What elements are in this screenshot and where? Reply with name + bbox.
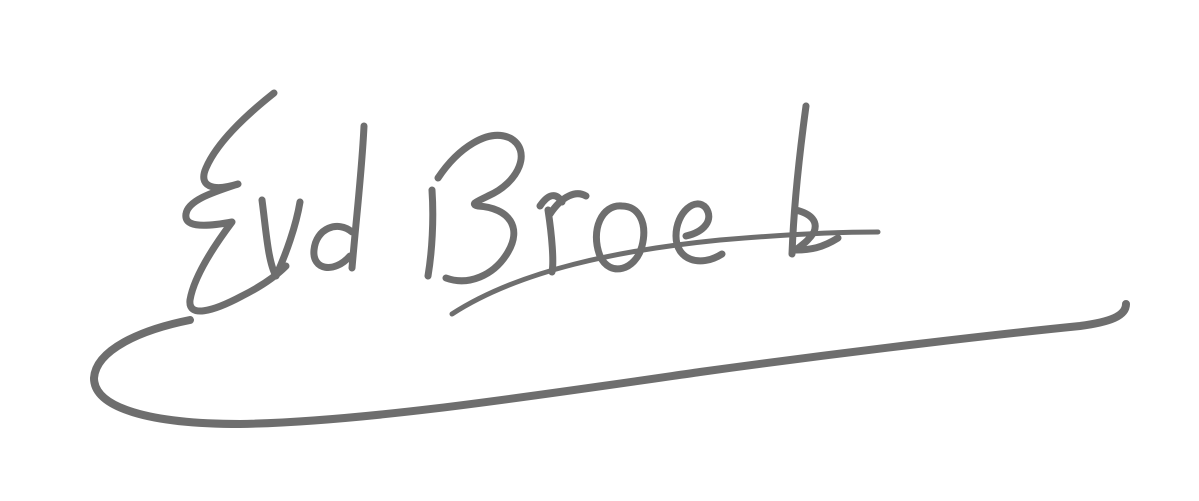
signature-ink: [94, 93, 1126, 424]
signature-letter-v: [262, 200, 300, 276]
signature-letter-d: [314, 126, 364, 268]
signature-flourish: [94, 304, 1126, 424]
signature-letter-e-small: [676, 204, 722, 261]
signature-letter-b: [428, 135, 521, 280]
signature-letter-r: [540, 194, 586, 272]
signature-crossing-line: [452, 232, 878, 314]
signature-letter-e: [186, 93, 286, 311]
